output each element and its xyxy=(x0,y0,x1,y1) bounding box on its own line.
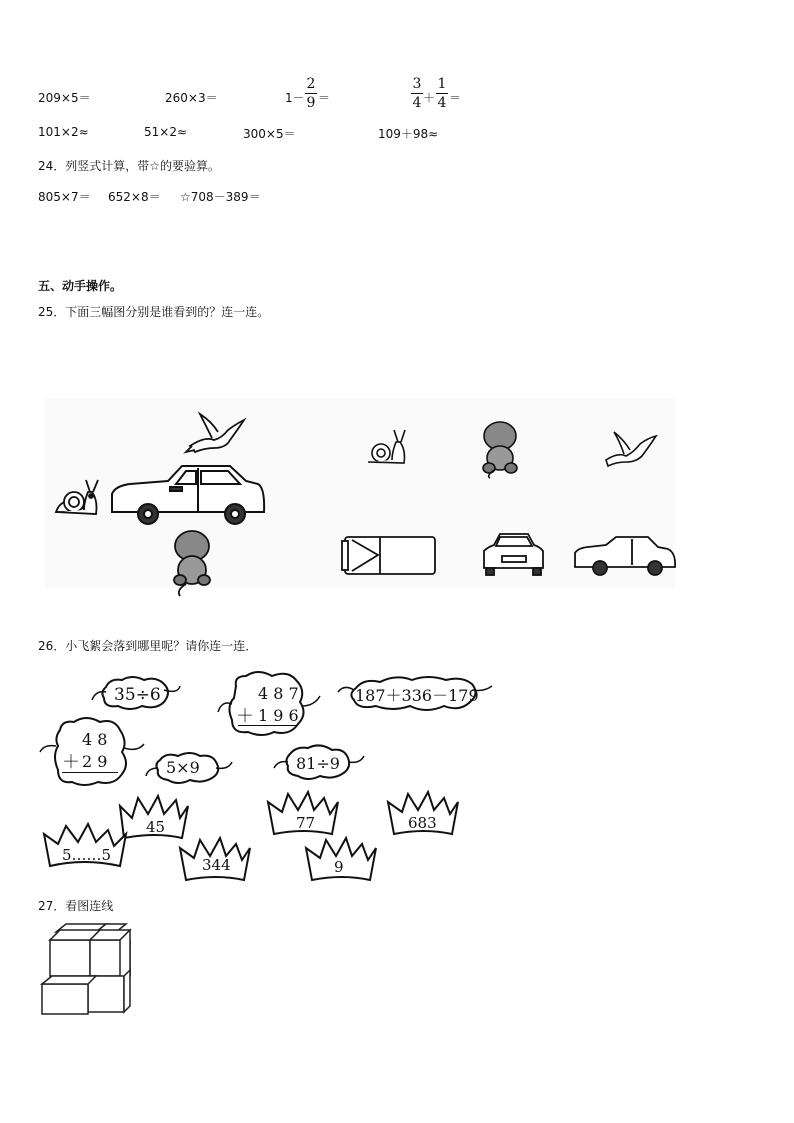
calc-equals-2: ＝ xyxy=(449,91,462,105)
q24-title: 24．列竖式计算，带☆的要验算。 xyxy=(38,159,221,173)
fraction-3-4: 3 4 xyxy=(412,76,422,111)
section-5-title: 五、动手操作。 xyxy=(38,279,123,293)
calc-equals: ＝ xyxy=(318,91,331,105)
seed-text-487: 4 8 7 xyxy=(258,684,299,703)
calc-1-minus-prefix: 1－ xyxy=(285,91,305,105)
seed-text-48: 4 8 xyxy=(82,730,108,749)
stacked-cubes-icon xyxy=(42,924,130,1014)
grass-text-344: 344 xyxy=(202,856,231,874)
calc-109plus98: 109＋98≈ xyxy=(378,127,439,141)
seed-text-plus-op-2: ＋ xyxy=(62,752,80,773)
seed-text-81div9: 81÷9 xyxy=(296,754,340,773)
grass-text-5-5: 5……5 xyxy=(62,846,112,864)
q27-title: 27．看图连线 xyxy=(38,899,114,913)
seed-text-plus-op: ＋ xyxy=(236,706,254,727)
calc-300x5: 300×5＝ xyxy=(243,127,296,141)
calc-209x5: 209×5＝ xyxy=(38,91,91,105)
seed-text-187plus336minus179: 187＋336－179 xyxy=(355,686,479,705)
seed-text-196: 1 9 6 xyxy=(258,706,299,725)
q26-title: 26．小飞絮会落到哪里呢？请你连一连． xyxy=(38,639,258,653)
q25-title: 25．下面三幅图分别是谁看到的？连一连。 xyxy=(38,305,270,319)
q24-item-708-389: ☆708－389＝ xyxy=(180,190,261,204)
plus-sign: ＋ xyxy=(423,91,436,105)
calc-260x3: 260×3＝ xyxy=(165,91,218,105)
seed-text-5x9: 5×9 xyxy=(166,758,200,777)
fraction-1-4: 1 4 xyxy=(437,76,447,111)
grass-text-9: 9 xyxy=(334,858,344,876)
q24-item-805x7: 805×7＝ xyxy=(38,190,91,204)
seed-text-35div6: 35÷6 xyxy=(114,685,161,705)
calc-101x2: 101×2≈ xyxy=(38,125,89,139)
grass-text-77: 77 xyxy=(296,814,316,832)
fraction-2-9: 2 9 xyxy=(306,76,316,111)
calc-51x2: 51×2≈ xyxy=(144,125,188,139)
seed-text-29: 2 9 xyxy=(82,752,108,771)
q24-item-652x8: 652×8＝ xyxy=(108,190,161,204)
grass-text-45: 45 xyxy=(146,818,166,836)
grass-text-683: 683 xyxy=(408,814,437,832)
